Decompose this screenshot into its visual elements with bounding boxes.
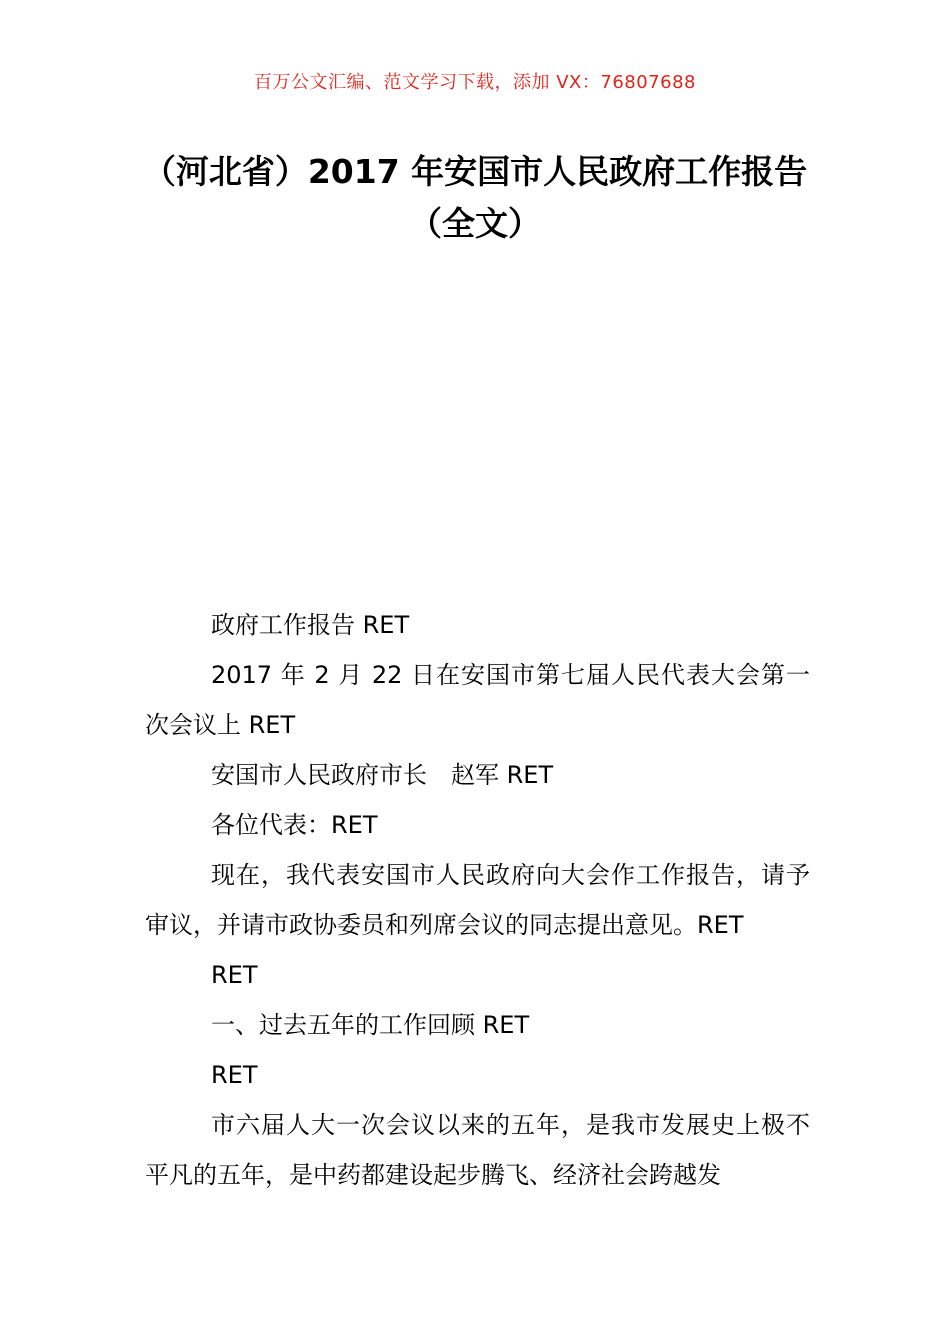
header-banner: 百万公文汇编、范文学习下载，添加 VX：76807688 <box>254 72 696 93</box>
paragraph: 2017 年 2 月 22 日在安国市第七届人民代表大会第一次会议上 RET <box>145 661 810 739</box>
paragraph: 市六届人大一次会议以来的五年，是我市发展史上极不平凡的五年，是中药都建设起步腾飞、经济社会跨越发 <box>145 1111 810 1189</box>
paragraph: RET <box>211 1061 258 1089</box>
paragraph: 各位代表：RET <box>211 811 378 839</box>
paragraph: 安国市人民政府市长 赵军 RET <box>211 761 554 789</box>
paragraph: 一、过去五年的工作回顾 RET <box>211 1011 530 1039</box>
document-body <box>145 600 810 1200</box>
document-title: （河北省）2017 年安国市人民政府工作报告（全文） <box>142 152 808 243</box>
paragraph: 政府工作报告 RET <box>211 611 410 639</box>
paragraph: 现在，我代表安国市人民政府向大会作工作报告，请予审议，并请市政协委员和列席会议的同志提出意见。RET <box>145 861 810 939</box>
paragraph: RET <box>211 961 258 989</box>
